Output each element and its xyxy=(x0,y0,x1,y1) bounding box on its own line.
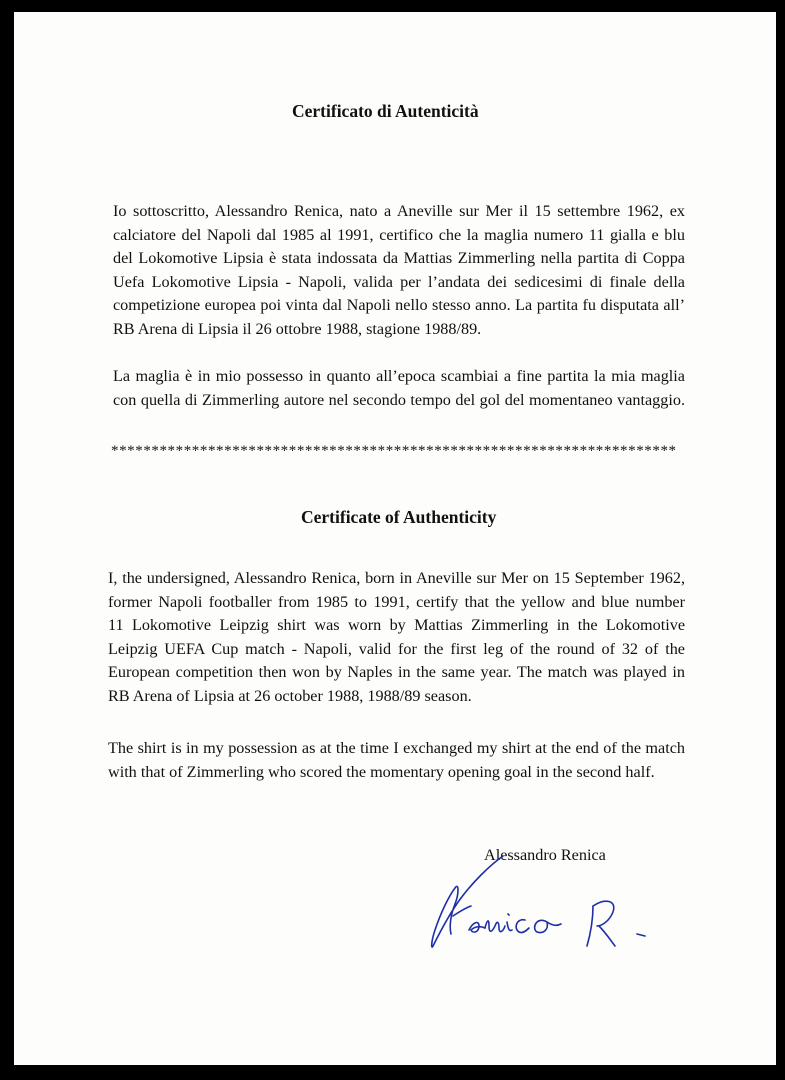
paragraph-line: Io sottoscritto, Alessandro Renica, nato a Aneville sur Mer il 15 settembre 1962, ex xyxy=(113,202,685,220)
signatory-name: Alessandro Renica xyxy=(484,846,606,864)
paragraph-line: Leipzig UEFA Cup match - Napoli, valid for the first leg of the round of 32 of the xyxy=(108,639,685,658)
paragraph-line: 11 Lokomotive Leipzig shirt was worn by Mattias Zimmerling in the Lokomotive xyxy=(108,616,685,635)
handwritten-signature xyxy=(409,842,659,952)
paragraph-line: former Napoli footballer from 1985 to 1991, certify that the yellow and blue number xyxy=(108,592,685,611)
paragraph-line: I, the undersigned, Alessandro Renica, born in Aneville sur Mer on 15 September 1962, xyxy=(108,569,685,587)
paragraph-line: competizione europea poi vinta dal Napoli nello stesso anno. La partita fu disputata all’ xyxy=(113,296,685,315)
paragraph-english-declaration xyxy=(108,567,685,709)
paragraph-italian-declaration xyxy=(113,200,685,342)
paragraph-line: RB Arena di Lipsia il 26 ottobre 1988, stagione 1988/89. xyxy=(113,319,482,338)
paragraph-line: The shirt is in my possession as at the time I exchanged my shirt at the end of the match xyxy=(108,739,685,757)
paragraph-line: con quella di Zimmerling autore nel secondo tempo del gol del momentaneo vantaggio. xyxy=(113,390,685,409)
title-italian: Certificato di Autenticità xyxy=(292,101,479,121)
paragraph-line: del Lokomotive Lipsia è stata indossata da Mattias Zimmerling nella partita di Coppa xyxy=(113,249,685,268)
paragraph-line: Uefa Lokomotive Lipsia - Napoli, valida per l’andata dei sedicesimi di finale della xyxy=(113,272,685,291)
paragraph-line: La maglia è in mio possesso in quanto all’epoca scambiai a fine partita la mia maglia xyxy=(113,367,685,385)
paragraph-line: calciatore del Napoli dal 1985 al 1991, certifico che la maglia numero 11 gialla e blu xyxy=(113,225,685,244)
paragraph-italian-possession xyxy=(113,365,685,412)
asterisk-separator: ********************************************************************** xyxy=(111,443,677,459)
certificate-page xyxy=(14,12,776,1065)
paragraph-line: European competition then won by Naples in the same year. The match was played in xyxy=(108,663,685,682)
title-english: Certificate of Authenticity xyxy=(301,507,497,527)
signature-strokes xyxy=(432,856,645,947)
paragraph-line: RB Arena of Lipsia at 26 october 1988, 1988/89 season. xyxy=(108,686,472,705)
paragraph-line: with that of Zimmerling who scored the momentary opening goal in the second half. xyxy=(108,762,655,781)
paragraph-english-possession xyxy=(108,737,685,784)
